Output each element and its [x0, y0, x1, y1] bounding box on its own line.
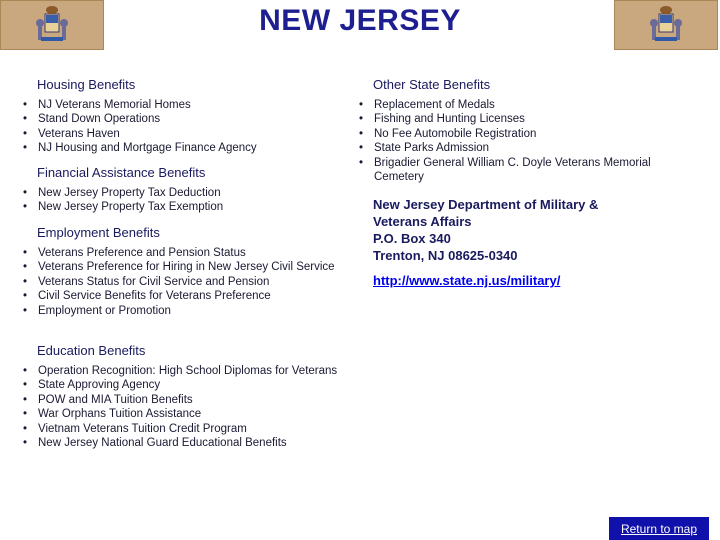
employment-heading: Employment Benefits [37, 225, 160, 240]
department-name-line: New Jersey Department of Military & [373, 197, 599, 212]
address-city: Trenton, NJ 08625-0340 [373, 248, 518, 263]
list-item: • POW and MIA Tuition Benefits [21, 393, 341, 408]
list-item: • New Jersey Property Tax Deduction [21, 186, 341, 201]
list-item: • Veterans Haven [21, 127, 341, 142]
financial-section [21, 166, 341, 215]
education-list [21, 364, 341, 451]
list-item: • Fishing and Hunting Licenses [357, 112, 697, 127]
list-item: • Operation Recognition: High School Diplomas for Veterans [21, 364, 341, 379]
financial-heading: Financial Assistance Benefits [37, 165, 206, 180]
list-item: • Veterans Preference and Pension Status [21, 246, 341, 261]
list-item: • Veterans Status for Civil Service and Pension [21, 275, 341, 290]
list-item: • NJ Veterans Memorial Homes [21, 98, 341, 113]
list-item: • State Parks Admission [357, 141, 697, 156]
other-benefits-list [357, 98, 697, 185]
department-name-line: Veterans Affairs [373, 214, 472, 229]
list-item: • Stand Down Operations [21, 112, 341, 127]
list-item: • Employment or Promotion [21, 304, 341, 319]
education-section [21, 344, 341, 451]
other-benefits-heading: Other State Benefits [373, 77, 491, 92]
address-po-box: P.O. Box 340 [373, 231, 451, 246]
list-item: • NJ Housing and Mortgage Finance Agency [21, 141, 341, 156]
housing-heading: Housing Benefits [37, 77, 136, 92]
military-website-link[interactable]: http://www.state.nj.us/military/ [373, 273, 561, 288]
list-item: • Vietnam Veterans Tuition Credit Program [21, 422, 341, 437]
financial-list [21, 186, 341, 215]
department-address [373, 196, 673, 264]
employment-section [21, 226, 341, 318]
list-item: • State Approving Agency [21, 378, 341, 393]
list-item: • Veterans Preference for Hiring in New Jersey Civil Service [21, 260, 341, 275]
list-item: • No Fee Automobile Registration [357, 127, 697, 142]
employment-list [21, 246, 341, 319]
list-item: • Civil Service Benefits for Veterans Preference [21, 289, 341, 304]
education-heading: Education Benefits [37, 343, 146, 358]
list-item: • War Orphans Tuition Assistance [21, 407, 341, 422]
list-item: • Replacement of Medals [357, 98, 697, 113]
list-item: • New Jersey Property Tax Exemption [21, 200, 341, 215]
housing-section [21, 78, 341, 156]
list-item: • New Jersey National Guard Educational Benefits [21, 436, 341, 451]
housing-list [21, 98, 341, 156]
other-benefits-section [357, 78, 697, 185]
page-title: NEW JERSEY [259, 4, 461, 37]
return-to-map-button[interactable]: Return to map [609, 517, 709, 540]
list-item: • Brigadier General William C. Doyle Veterans Memorial Cemetery [357, 156, 697, 185]
